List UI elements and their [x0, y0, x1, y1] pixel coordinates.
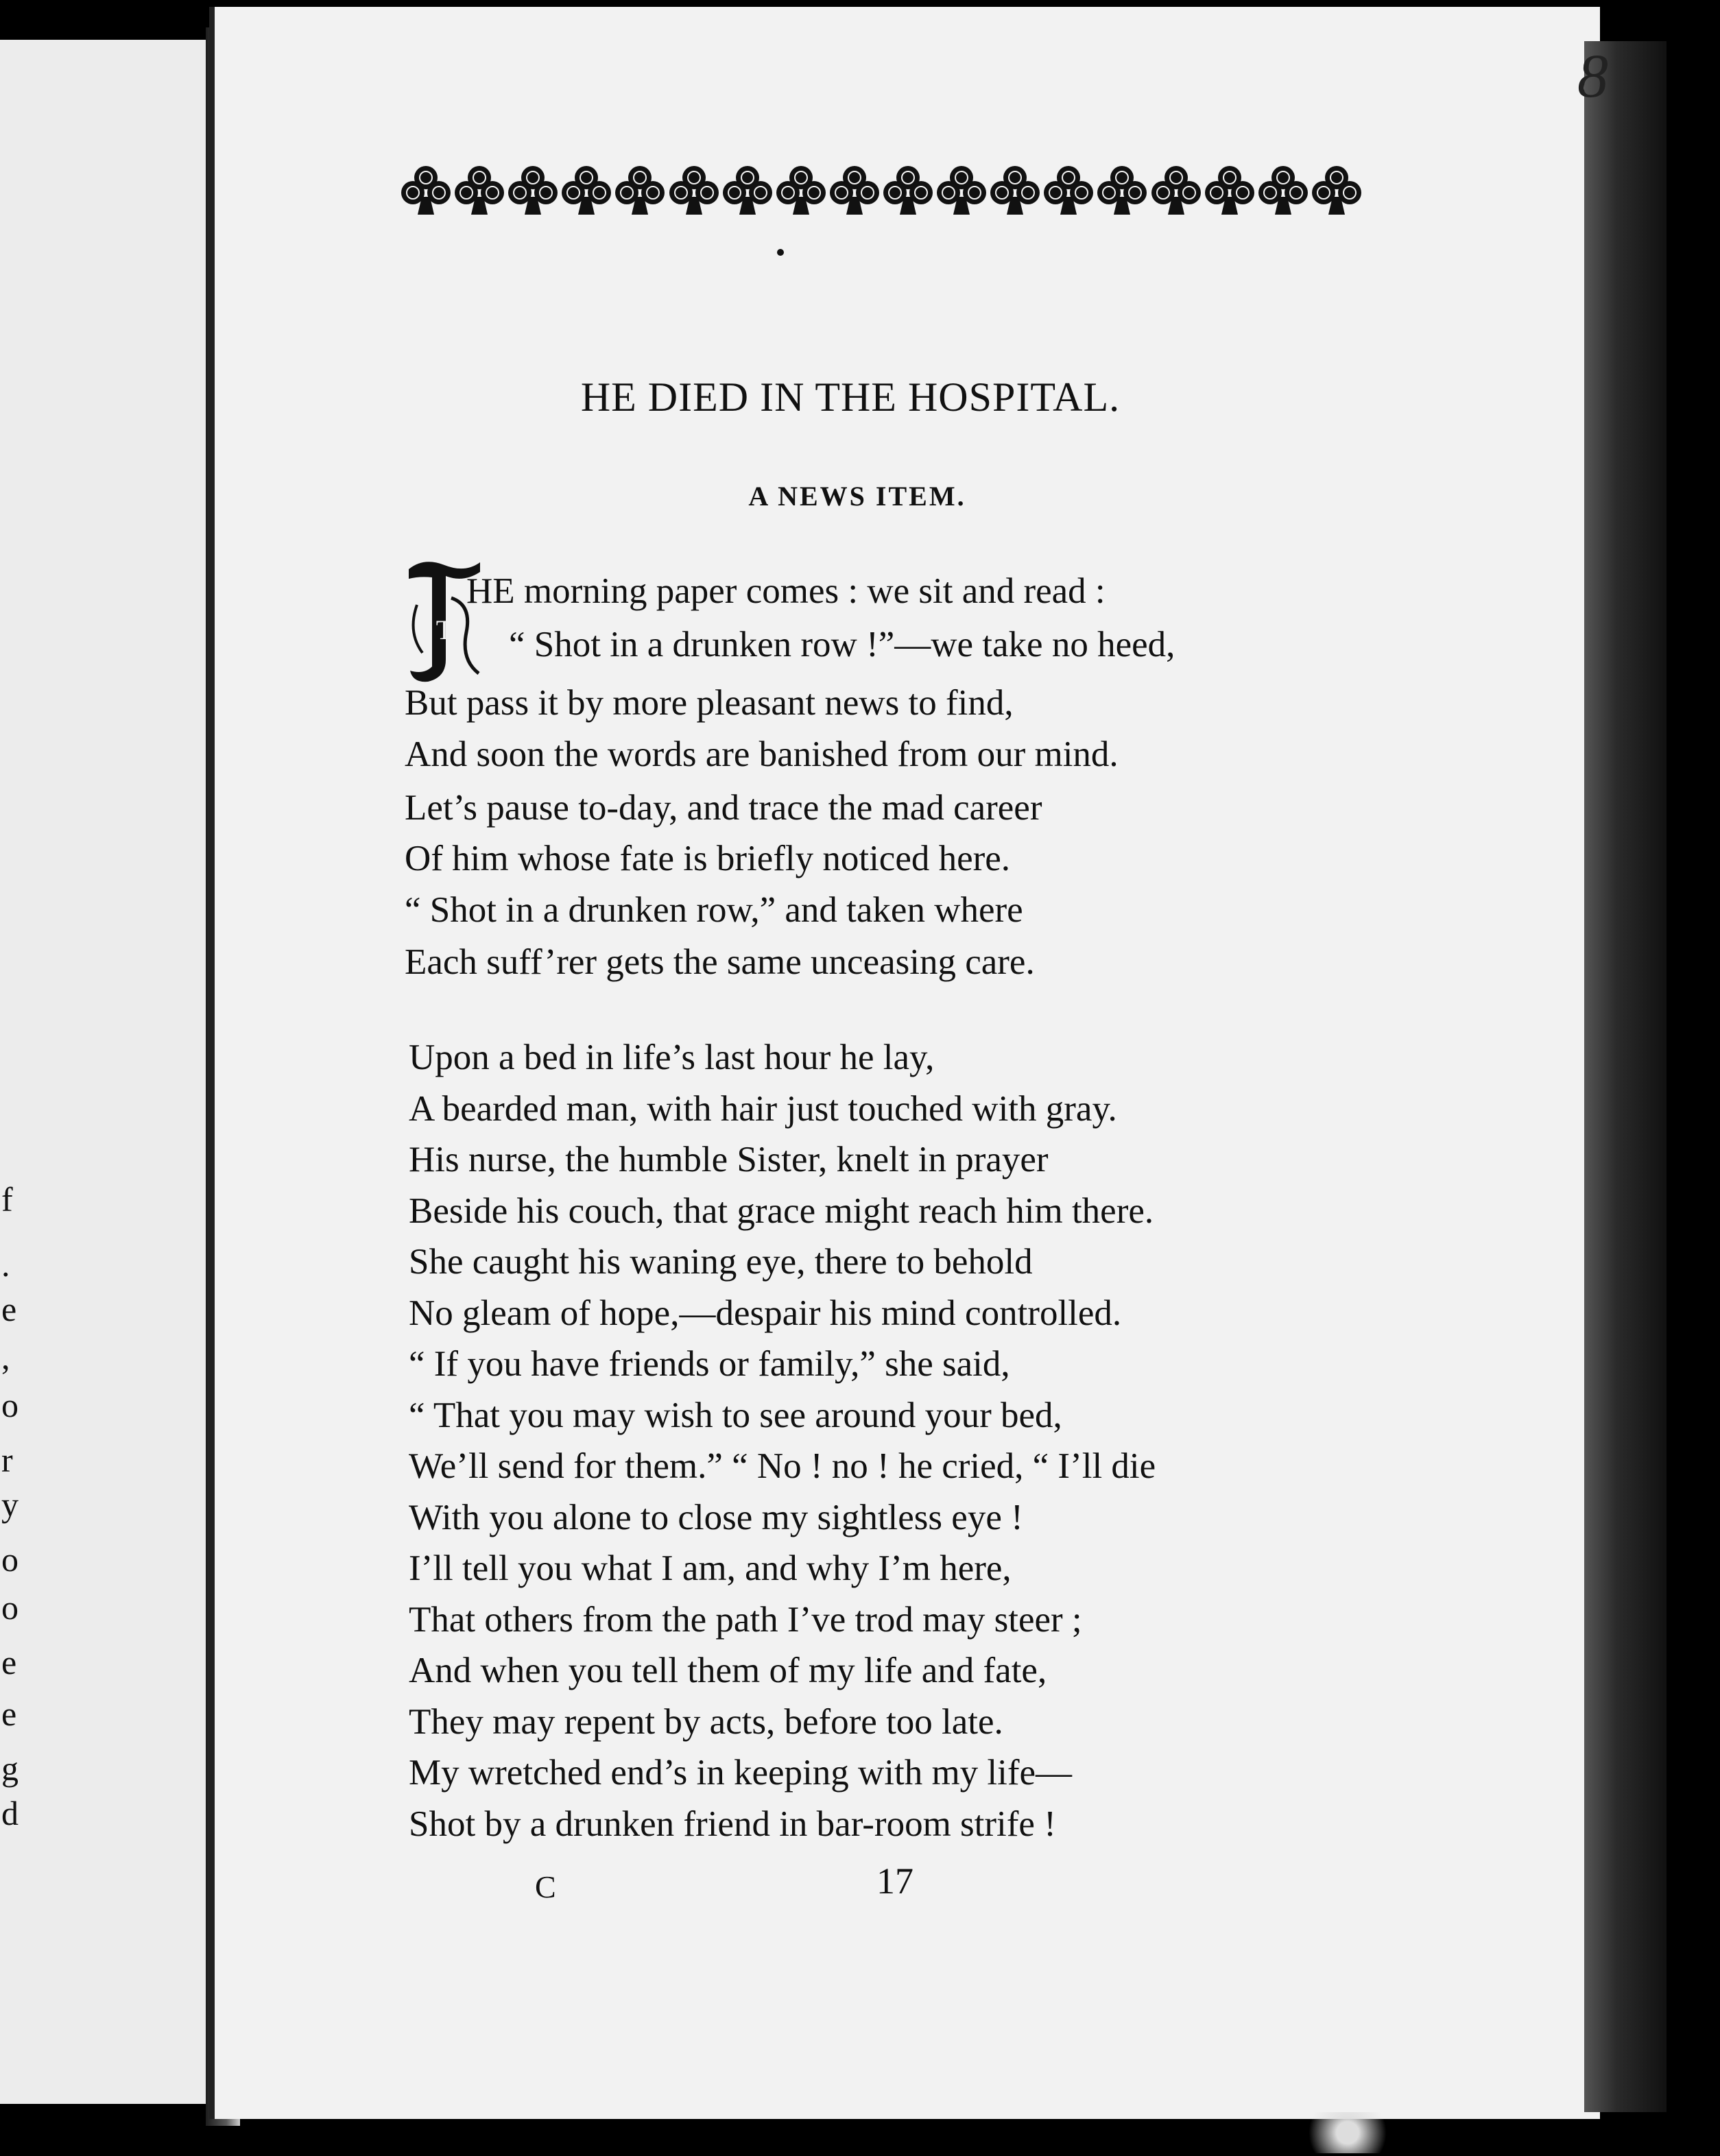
poem-line: No gleam of hope,—despair his mind controlled.: [409, 1293, 1122, 1333]
poem-line: Of him whose fate is briefly noticed here.: [405, 839, 1011, 878]
poem-line: And soon the words are banished from our mind.: [405, 734, 1119, 774]
club-ornament-icon: [615, 163, 665, 217]
poem-line: But pass it by more pleasant news to find,: [405, 683, 1014, 723]
poem-line: “ That you may wish to see around your bed,: [409, 1395, 1062, 1435]
poem-line: Let’s pause to-day, and trace the mad career: [405, 788, 1042, 828]
club-ornament-icon: [455, 163, 504, 217]
poem-line: Each suff’rer gets the same unceasing care.: [405, 942, 1035, 982]
facing-page-fragment: o: [1, 1588, 19, 1627]
club-ornament-row: [401, 159, 1361, 221]
club-ornament-icon: [1151, 163, 1201, 217]
svg-text:T: T: [435, 614, 453, 645]
club-ornament-icon: [990, 163, 1040, 217]
facing-page-fragment: ,: [1, 1338, 10, 1376]
poem-line: That others from the path I’ve trod may steer ;: [409, 1599, 1082, 1640]
club-ornament-icon: [937, 163, 986, 217]
page-number: 17: [876, 1860, 913, 1902]
club-ornament-icon: [508, 163, 558, 217]
poem-line: A bearded man, with hair just touched with gray.: [409, 1088, 1117, 1129]
facing-page-fragment: o: [1, 1540, 19, 1579]
club-ornament-icon: [776, 163, 826, 217]
poem-line: They may repent by acts, before too late.: [409, 1701, 1003, 1742]
facing-page-fragment: e: [1, 1694, 17, 1733]
club-ornament-icon: [1312, 163, 1361, 217]
poem-line: My wretched end’s in keeping with my life—: [409, 1753, 1073, 1793]
poem-title: HE DIED IN THE HOSPITAL.: [580, 374, 1121, 420]
signature-mark: C: [535, 1869, 556, 1904]
facing-page-fragment: r: [1, 1441, 13, 1479]
poem-line: With you alone to close my sightless eye !: [409, 1497, 1023, 1537]
printer-dot: [777, 249, 784, 256]
facing-page-fragment: d: [1, 1794, 19, 1832]
poem-line: Shot by a drunken friend in bar-room strife !: [409, 1804, 1056, 1844]
book-cover-edge: [1584, 41, 1667, 2112]
poem-line: She caught his waning eye, there to behold: [409, 1242, 1033, 1282]
club-ornament-icon: [1258, 163, 1308, 217]
poem-line: “ Shot in a drunken row !”—we take no heed,: [509, 625, 1175, 664]
facing-page-fragment: .: [1, 1245, 10, 1284]
club-ornament-icon: [1097, 163, 1147, 217]
facing-page-fragment: e: [1, 1290, 17, 1328]
poem-line: “ If you have friends or family,” she said,: [409, 1344, 1010, 1384]
club-ornament-icon: [723, 163, 772, 217]
scan-speck: [1296, 2112, 1399, 2153]
poem-line: We’ll send for them.” “ No ! no ! he cried, “ I’ll die: [409, 1446, 1156, 1486]
club-ornament-icon: [669, 163, 719, 217]
club-ornament-icon: [883, 163, 933, 217]
facing-page-fragment: g: [1, 1749, 19, 1788]
facing-page-fragment: y: [1, 1485, 19, 1524]
facing-page-fragment: o: [1, 1386, 19, 1424]
facing-page-fragment: e: [1, 1643, 17, 1681]
poem-line: Beside his couch, that grace might reach him there.: [409, 1190, 1154, 1231]
facing-page-fragment: f: [1, 1180, 13, 1219]
poem-subtitle: A NEWS ITEM.: [748, 481, 966, 512]
club-ornament-icon: [1044, 163, 1093, 217]
club-ornament-icon: [562, 163, 611, 217]
poem-line: Upon a bed in life’s last hour he lay,: [409, 1038, 935, 1077]
club-ornament-icon: [1205, 163, 1254, 217]
poem-line: HE morning paper comes : we sit and read :: [466, 571, 1106, 611]
club-ornament-icon: [401, 163, 451, 217]
facing-page-left: [0, 40, 233, 2104]
corner-pencil-mark: 8: [1577, 43, 1608, 110]
poem-line: I’ll tell you what I am, and why I’m here,: [409, 1548, 1012, 1588]
poem-line: “ Shot in a drunken row,” and taken where: [405, 890, 1023, 930]
club-ornament-icon: [830, 163, 879, 217]
poem-line: And when you tell them of my life and fate,: [409, 1651, 1047, 1690]
poem-line: His nurse, the humble Sister, knelt in prayer: [409, 1140, 1049, 1179]
